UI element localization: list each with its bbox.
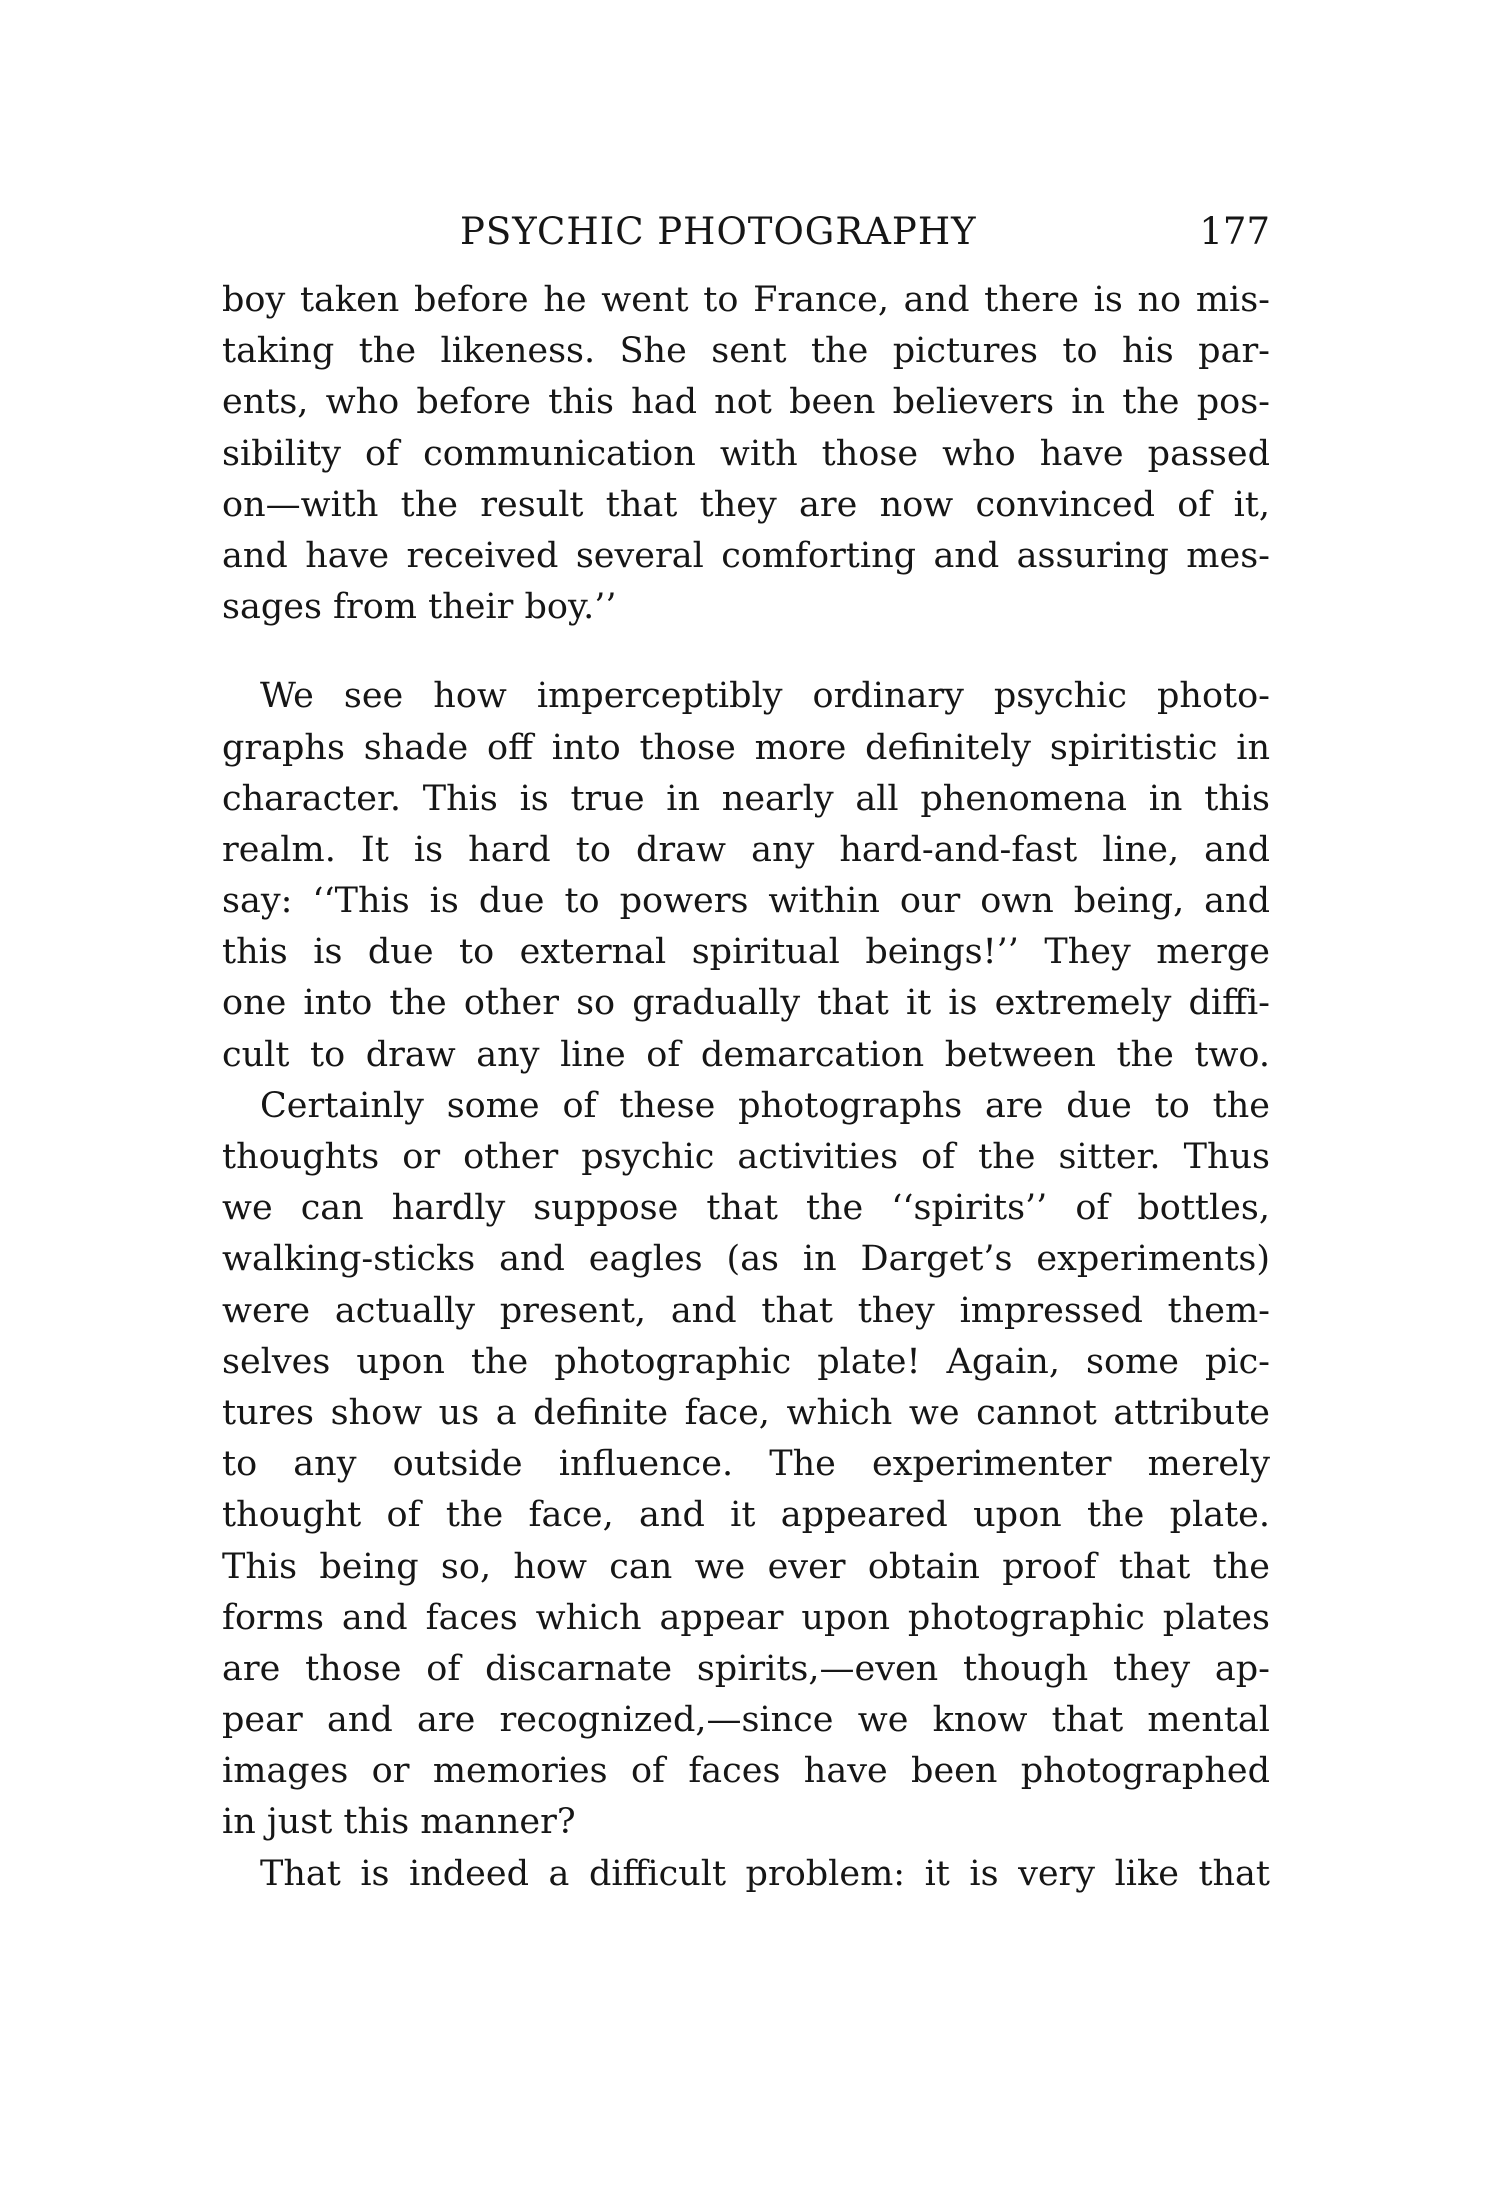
paragraph [222, 671, 1270, 1081]
text-line: images or memories of faces have been photographed [222, 1751, 1270, 1792]
page-header [222, 202, 1270, 262]
text-line: sibility of communication with those who have passed [222, 433, 1270, 474]
text-line: we can hardly suppose that the ‘‘spirits’’ of bottles, [222, 1188, 1270, 1229]
text-line: one into the other so gradually that it is extremely diffi- [222, 983, 1270, 1024]
text-line: and have received several comforting and assuring mes- [222, 535, 1270, 576]
text-line: on—with the result that they are now convinced of it, [222, 484, 1270, 525]
text-line: character. This is true in nearly all phenomena in this [222, 778, 1270, 819]
text-line: to any outside influence. The experimenter merely [222, 1444, 1270, 1485]
paragraph-gap [222, 633, 1270, 671]
text-line: This being so, how can we ever obtain proof that the [222, 1546, 1270, 1587]
text-line: tures show us a definite face, which we cannot attribute [222, 1392, 1270, 1433]
text-line: ents, who before this had not been believers in the pos- [222, 382, 1270, 423]
text-line: We see how imperceptibly ordinary psychic photo- [260, 676, 1270, 717]
text-line: cult to draw any line of demarcation between the two. [222, 1034, 1270, 1075]
text-line: this is due to external spiritual beings!’’ They merge [222, 932, 1270, 973]
text-line: That is indeed a difficult problem: it is very like that [260, 1853, 1270, 1894]
text-line: graphs shade off into those more definitely spiritistic in [222, 727, 1270, 768]
text-line: sages from their boy.’’ [222, 587, 617, 628]
text-line: Certainly some of these photographs are due to the [260, 1085, 1270, 1126]
text-line: were actually present, and that they impressed them- [222, 1290, 1270, 1331]
text-line: selves upon the photographic plate! Again, some pic- [222, 1341, 1270, 1382]
paragraph [222, 275, 1270, 633]
text-line: walking-sticks and eagles (as in Darget’s experiments) [222, 1239, 1270, 1280]
text-line: pear and are recognized,—since we know that mental [222, 1700, 1270, 1741]
text-line: in just this manner? [222, 1802, 576, 1843]
text-line: boy taken before he went to France, and there is no mis- [222, 280, 1270, 320]
text-body [222, 275, 1270, 1900]
text-line: forms and faces which appear upon photographic plates [222, 1597, 1270, 1638]
text-line: thought of the face, and it appeared upon the plate. [222, 1495, 1270, 1536]
paragraph [222, 1849, 1270, 1900]
running-title: PSYCHIC PHOTOGRAPHY [460, 210, 977, 253]
page-number: 177 [1199, 210, 1270, 253]
text-line: taking the likeness. She sent the pictures to his par- [222, 331, 1270, 372]
paragraph [222, 1081, 1270, 1849]
text-line: thoughts or other psychic activities of the sitter. Thus [222, 1137, 1270, 1177]
text-line: say: ‘‘This is due to powers within our own being, and [222, 881, 1270, 922]
text-line: are those of discarnate spirits,—even though they ap- [222, 1648, 1270, 1689]
text-line: realm. It is hard to draw any hard-and-fast line, and [222, 829, 1270, 870]
